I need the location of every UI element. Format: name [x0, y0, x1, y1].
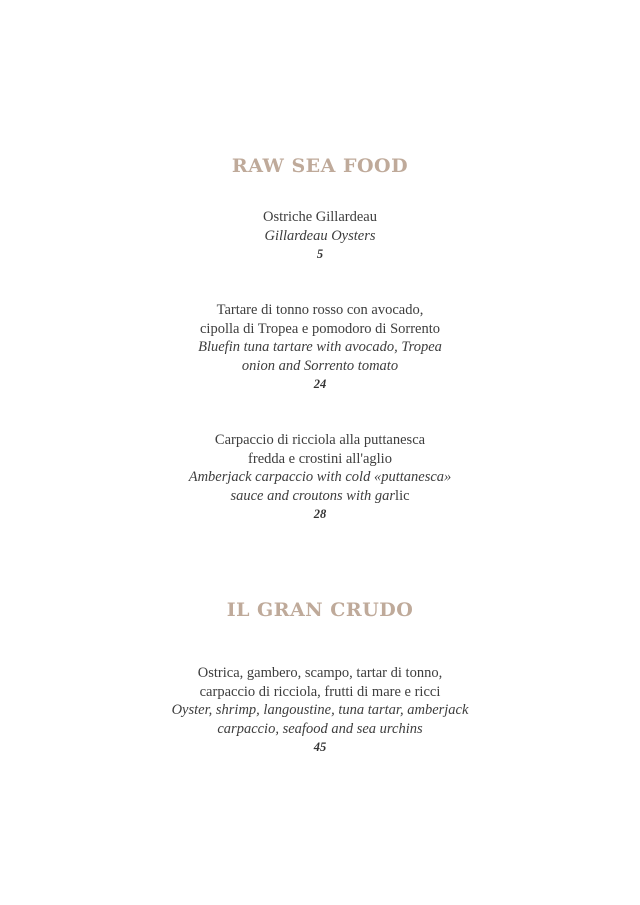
- item-price: 45: [313, 740, 327, 754]
- item-name-italian: fredda e crostini all'aglio: [248, 450, 392, 467]
- item-name-english: Amberjack carpaccio with cold «puttanesca»: [188, 469, 452, 485]
- item-name-italian: Ostrica, gambero, scampo, tartar di tonno,: [197, 665, 443, 681]
- item-name-italian: Tartare di tonno rosso con avocado,: [216, 302, 424, 318]
- item-name-italian: cipolla di Tropea e pomodoro di Sorrento: [199, 320, 441, 337]
- section-title-raw-sea-food: RAW SEA FOOD: [231, 155, 409, 177]
- item-name-italian: Carpaccio di ricciola alla puttanesca: [214, 432, 426, 448]
- item-name-english: [0, 487, 640, 506]
- menu-item-gillardeau-oysters: [0, 208, 640, 264]
- menu-item-tuna-tartare: [0, 301, 640, 394]
- item-name-english: carpaccio, seafood and sea urchins: [217, 720, 423, 737]
- item-name-italian: Ostriche Gillardeau: [263, 209, 377, 225]
- item-name-italian: carpaccio di ricciola, frutti di mare e ricci: [199, 683, 441, 700]
- item-price: 24: [313, 377, 327, 391]
- item-name-english-part: sauce and croutons with gar: [230, 487, 396, 504]
- item-name-english: Oyster, shrimp, langoustine, tuna tartar, amberjack: [171, 702, 469, 718]
- item-name-english-tail: lic: [395, 487, 410, 504]
- item-price: 28: [313, 507, 327, 521]
- menu-item-amberjack-carpaccio: [0, 431, 640, 524]
- menu-item-gran-crudo: [0, 664, 640, 757]
- item-name-english: Gillardeau Oysters: [264, 227, 376, 244]
- item-name-english: onion and Sorrento tomato: [241, 357, 399, 374]
- item-name-english: Bluefin tuna tartare with avocado, Tropea: [198, 339, 442, 355]
- item-price: 5: [316, 247, 324, 261]
- section-title-il-gran-crudo: IL GRAN CRUDO: [226, 599, 414, 621]
